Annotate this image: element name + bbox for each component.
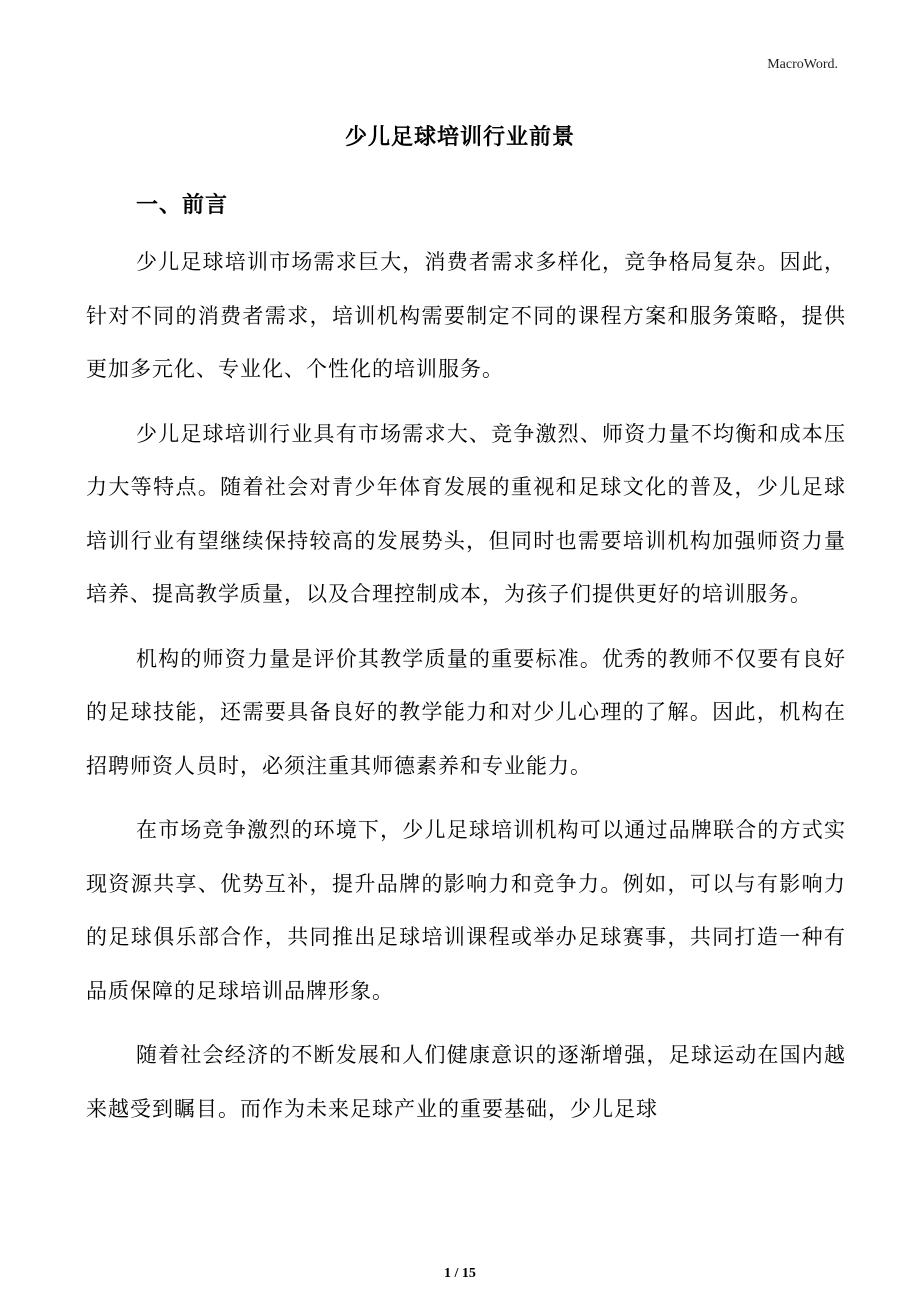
- document-title: 少儿足球培训行业前景: [344, 124, 575, 150]
- document-body: [86, 236, 846, 1147]
- paragraph: 机构的师资力量是评价其教学质量的重要标准。优秀的教师不仅要有良好的足球技能，还需要具备良好的教学能力和对少儿心理的了解。因此，机构在招聘师资人员时，必须注重其师德素养和专业能力。: [86, 646, 846, 778]
- page-number: 1 / 15: [444, 1266, 476, 1281]
- header-brand: MacroWord.: [767, 57, 838, 72]
- section-heading: 一、前言: [136, 192, 229, 218]
- paragraph: 少儿足球培训行业具有市场需求大、竞争激烈、师资力量不均衡和成本压力大等特点。随着社会对青少年体育发展的重视和足球文化的普及，少儿足球培训行业有望继续保持较高的发展势头，但同时也需要培训机构加强师资力量培养、提高教学质量，以及合理控制成本，为孩子们提供更好的培训服务。: [86, 421, 846, 606]
- paragraph: 少儿足球培训市场需求巨大，消费者需求多样化，竞争格局复杂。因此，针对不同的消费者需求，培训机构需要制定不同的课程方案和服务策略，提供更加多元化、专业化、个性化的培训服务。: [86, 250, 846, 381]
- paragraph: 在市场竞争激烈的环境下，少儿足球培训机构可以通过品牌联合的方式实现资源共享、优势互补，提升品牌的影响力和竞争力。例如，可以与有影响力的足球俱乐部合作，共同推出足球培训课程或举办足球赛事，共同打造一种有品质保障的足球培训品牌形象。: [86, 818, 846, 1003]
- paragraph: 随着社会经济的不断发展和人们健康意识的逐渐增强，足球运动在国内越来越受到瞩目。而作为未来足球产业的重要基础，少儿足球: [86, 1043, 846, 1121]
